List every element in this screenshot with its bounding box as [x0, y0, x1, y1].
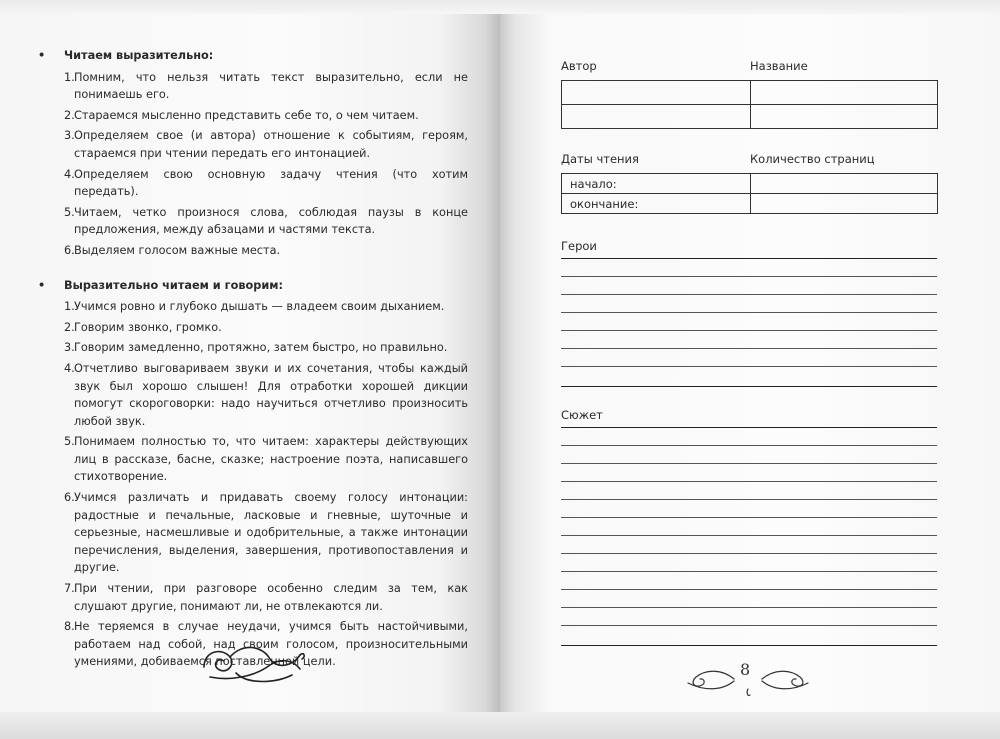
- pages-count-label: Количество страниц: [750, 152, 875, 166]
- writing-line: [561, 258, 937, 259]
- author-field-2[interactable]: [562, 105, 751, 129]
- writing-line: [561, 312, 937, 313]
- heroes-label: Герои: [561, 239, 597, 253]
- title-label: Название: [750, 59, 808, 73]
- plot-label: Сюжет: [561, 408, 603, 422]
- writing-line: [561, 589, 937, 590]
- writing-line: [561, 607, 937, 608]
- writing-line: [561, 366, 937, 367]
- list-item: 2. Стараемся мысленно представить себе то, о чем читаем.: [64, 108, 419, 122]
- section-title: • Читаем выразительно:: [38, 47, 468, 65]
- author-title-table: [561, 80, 938, 129]
- section-expressive-speaking: [38, 277, 468, 671]
- title-field[interactable]: [751, 81, 938, 105]
- reading-tips: [38, 47, 468, 674]
- page-number: 8: [740, 660, 751, 679]
- flourish-ornament-icon: [196, 633, 308, 687]
- list-item: 1. Учимся ровно и глубоко дышать — владеем своим дыханием.: [64, 300, 445, 314]
- bullet-icon: •: [38, 49, 46, 62]
- writing-line: [561, 463, 937, 464]
- writing-line: [561, 445, 937, 446]
- list-item: 5. Читаем, четко произнося слова, соблюдая паузы в конце предложения, между абзацами и частями текста.: [64, 205, 468, 237]
- list-item: 3. Говорим замедленно, протяжно, затем быстро, но правильно.: [64, 341, 448, 355]
- dates-label: Даты чтения: [561, 152, 639, 166]
- writing-line: [561, 481, 937, 482]
- list-item: 6. Учимся различать и придавать своему голосу интонации: радостные и печальные, ласковые и гневные, шуточные и серьезные, насмешливые и одобрительные, а также интонации перечисления, выделения, завершения, противопоставления и другие.: [64, 491, 468, 575]
- writing-line: [561, 535, 937, 536]
- dates-table: [561, 173, 938, 214]
- list-item: 7. При чтении, при разговоре особенно следим за тем, как слушают другие, понимают ли, не отвлекаются ли.: [64, 582, 468, 613]
- writing-line: [561, 276, 937, 277]
- writing-line: [561, 517, 937, 518]
- list-item: 5. Понимаем полностью то, что читаем: характеры действующих лиц в рассказе, басне, сказке; настроение поэта, написавшего стихотворение.: [64, 435, 468, 484]
- list-item: 4. Определяем свою основную задачу чтения (что хотим передать).: [64, 167, 468, 199]
- writing-line: [561, 499, 937, 500]
- list-item: 6. Выделяем голосом важные места.: [64, 243, 281, 257]
- title-field-2[interactable]: [751, 105, 938, 129]
- start-date-cell[interactable]: [562, 174, 751, 194]
- writing-line: [561, 427, 937, 428]
- list-item: 3. Определяем свое (и автора) отношение к событиям, героям, стараемся при чтении передать его интонацией.: [64, 129, 468, 160]
- section-expressive-reading: [38, 47, 468, 260]
- list-item: 4. Отчетливо выговариваем звуки и их сочетания, чтобы каждый звук был хорошо слышен! Для отработки хорошей дикции помогут скороговорки: надо научиться отчетливо произносить любой звук.: [64, 361, 468, 428]
- end-date-cell[interactable]: [562, 194, 751, 214]
- writing-line: [561, 553, 937, 554]
- list-item: 1. Помним, что нельзя читать текст выразительно, если не понимаешь его.: [64, 70, 468, 102]
- writing-line: [561, 330, 937, 331]
- section-title: • Выразительно читаем и говорим:: [38, 277, 468, 295]
- bullet-icon: •: [38, 278, 46, 292]
- author-field[interactable]: [562, 81, 751, 105]
- author-label: Автор: [561, 59, 597, 73]
- writing-line: [561, 645, 937, 646]
- writing-line: [561, 294, 937, 295]
- pages-field[interactable]: [751, 174, 938, 194]
- writing-line: [561, 348, 937, 349]
- page-bottom-edge: [0, 712, 1000, 739]
- writing-line: [561, 386, 937, 387]
- page-top-edge: [0, 0, 1000, 14]
- list-item: 2. Говорим звонко, громко.: [64, 320, 222, 334]
- list-item: 8. Не теряемся в случае неудачи, учимся быть настойчивыми, работаем над собой, над своим голосом, произносительными умениями, добиваемся поставленной цели.: [64, 620, 468, 669]
- end-label: окончание:: [570, 196, 639, 211]
- writing-line: [561, 571, 937, 572]
- pages-field-2[interactable]: [751, 194, 938, 214]
- start-label: начало:: [570, 176, 617, 191]
- writing-line: [561, 625, 937, 626]
